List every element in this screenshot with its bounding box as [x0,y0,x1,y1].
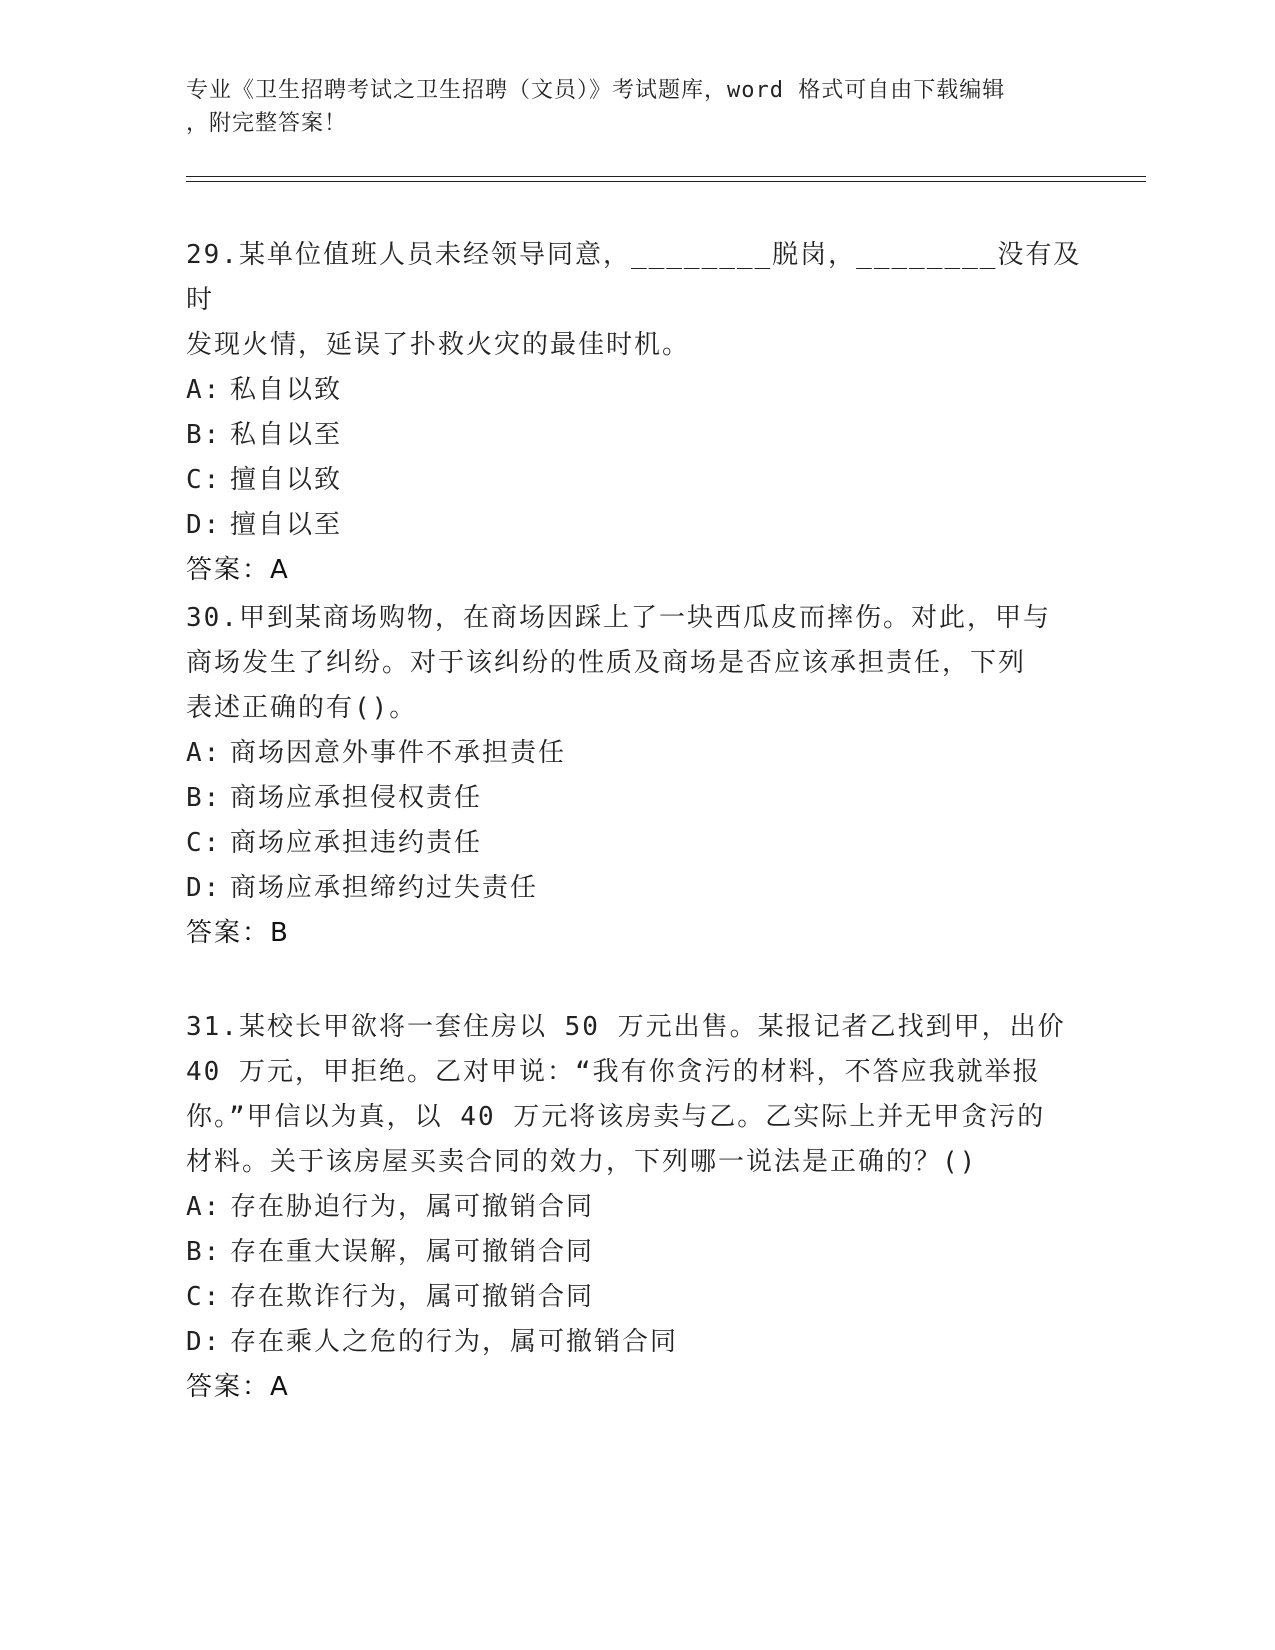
option-letter: B: [186,420,222,450]
answer-line: 答案：A [186,1372,290,1402]
option-letter: C: [186,1282,222,1312]
option-letter: B: [186,783,222,813]
option-c [186,1275,1086,1320]
answer-line: 答案：B [186,918,290,948]
option-letter: D: [186,873,222,903]
option-text: 商场应承担缔约过失责任 [230,873,539,903]
option-text: 商场应承担侵权责任 [230,783,483,813]
option-text: 商场应承担违约责任 [230,828,483,858]
option-a [186,368,1086,413]
option-letter: A: [186,375,222,405]
question-stem-line: 30.甲到某商场购物，在商场因踩上了一块西瓜皮而摔伤。对此，甲与 [186,603,1051,633]
question-stem-line: 29.某单位值班人员未经领导同意，________脱岗，________没有及时 [186,240,1082,315]
header-divider-top [186,176,1146,177]
option-text: 存在胁迫行为，属可撤销合同 [230,1192,595,1222]
option-d [186,866,1086,911]
option-b [186,1230,1086,1275]
option-d [186,503,1086,548]
option-text: 擅自以致 [230,465,343,495]
question-29 [186,233,1086,593]
option-b [186,413,1086,458]
question-stem-line: 31.某校长甲欲将一套住房以 50 万元出售。某报记者乙找到甲，出价 [186,1012,1066,1042]
question-stem-line: 表述正确的有()。 [186,693,418,723]
question-31 [186,1005,1086,1410]
question-stem-line: 材料。关于该房屋买卖合同的效力，下列哪一说法是正确的？() [186,1147,978,1177]
option-text: 私自以致 [230,375,343,405]
option-b [186,776,1086,821]
option-letter: D: [186,1327,222,1357]
header-line-1: 专业《卫生招聘考试之卫生招聘（文员）》考试题库，word 格式可自由下载编辑 [186,78,1006,103]
option-letter: A: [186,738,222,768]
option-text: 擅自以至 [230,510,343,540]
option-letter: D: [186,510,222,540]
page-header [186,74,1086,140]
answer-line: 答案：A [186,555,290,585]
option-text: 私自以至 [230,420,343,450]
option-letter: C: [186,828,222,858]
question-stem-line: 商场发生了纠纷。对于该纠纷的性质及商场是否应该承担责任，下列 [186,648,1027,678]
option-text: 存在重大误解，属可撤销合同 [230,1237,595,1267]
option-letter: A: [186,1192,222,1222]
question-stem-line: 发现火情，延误了扑救火灾的最佳时机。 [186,330,691,360]
option-a [186,1185,1086,1230]
question-30 [186,596,1086,956]
option-text: 存在欺诈行为，属可撤销合同 [230,1282,595,1312]
option-text: 存在乘人之危的行为，属可撤销合同 [230,1327,679,1357]
question-stem-line: 40 万元，甲拒绝。乙对甲说：“我有你贪污的材料，不答应我就举报 [186,1057,1041,1087]
option-letter: C: [186,465,222,495]
header-line-2: ，附完整答案！ [186,111,348,136]
option-a [186,731,1086,776]
option-c [186,821,1086,866]
option-letter: B: [186,1237,222,1267]
option-text: 商场因意外事件不承担责任 [230,738,567,768]
option-c [186,458,1086,503]
question-stem-line: 你。”甲信以为真，以 40 万元将该房卖与乙。乙实际上并无甲贪污的 [186,1102,1046,1132]
header-divider-bottom [186,181,1146,182]
option-d [186,1320,1086,1365]
